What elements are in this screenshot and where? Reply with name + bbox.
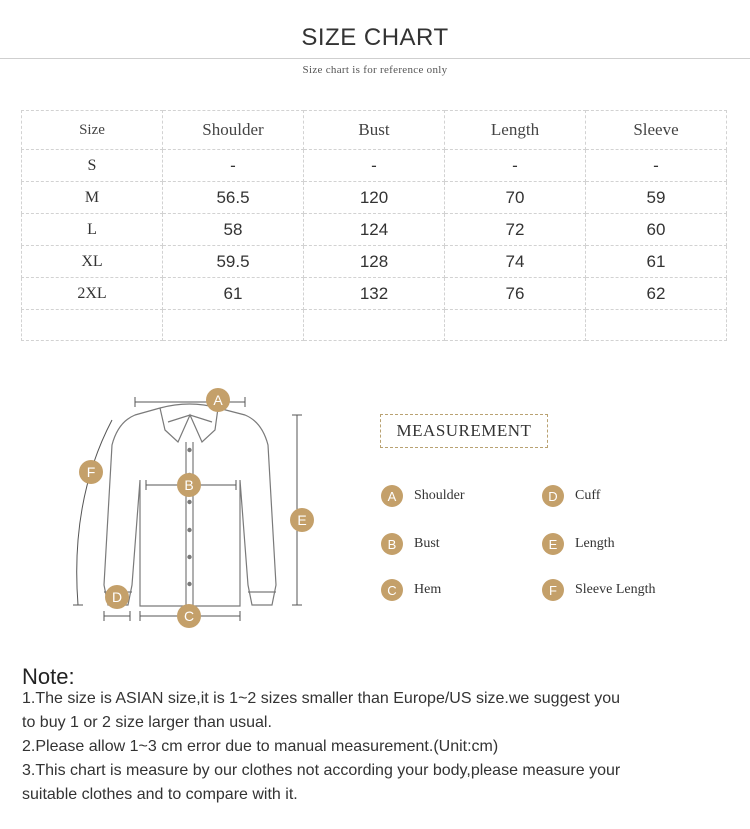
size-table (21, 110, 727, 341)
note-line: suitable clothes and to compare with it. (22, 786, 298, 803)
table-cell: 72 (445, 214, 586, 246)
note-line: 3.This chart is measure by our clothes not according your body,please measure your (22, 762, 621, 779)
table-cell: 59.5 (163, 246, 304, 278)
table-cell: 128 (304, 246, 445, 278)
legend-label: Hem (414, 582, 442, 597)
legend-badge: F (542, 579, 564, 601)
table-cell: 70 (445, 182, 586, 214)
column-header: Size (22, 111, 163, 150)
table-cell (445, 310, 586, 341)
size-cell: L (22, 214, 163, 246)
table-cell: 59 (586, 182, 727, 214)
table-cell: 74 (445, 246, 586, 278)
page-title: SIZE CHART (301, 24, 449, 51)
table-cell: - (304, 150, 445, 182)
legend-badge: C (381, 579, 403, 601)
empty-table-row (22, 310, 727, 341)
badge-d-icon (105, 585, 129, 609)
legend-item-hem (381, 579, 441, 601)
legend-badge: A (381, 485, 403, 507)
table-cell (304, 310, 445, 341)
table-cell (163, 310, 304, 341)
badge-a-icon (206, 388, 230, 412)
badge-f-icon (79, 460, 103, 484)
column-header: Length (445, 111, 586, 150)
measurement-heading: MEASUREMENT (380, 414, 548, 448)
note-line: to buy 1 or 2 size larger than usual. (22, 714, 272, 731)
table-cell: 132 (304, 278, 445, 310)
legend-item-bust (381, 533, 440, 555)
legend-label: Cuff (575, 488, 601, 503)
svg-text:C: C (183, 608, 195, 624)
notes-heading: Note: (22, 664, 75, 689)
legend-badge: B (381, 533, 403, 555)
table-row (22, 150, 727, 182)
svg-text:F: F (86, 464, 96, 480)
badge-e-icon (290, 508, 314, 532)
svg-text:A: A (213, 392, 223, 408)
table-header-row (22, 111, 727, 150)
legend-badge: D (542, 485, 564, 507)
badge-b-icon (177, 473, 201, 497)
column-header: Shoulder (163, 111, 304, 150)
note-line: 1.The size is ASIAN size,it is 1~2 sizes smaller than Europe/US size.we suggest you (22, 690, 621, 707)
title-divider (0, 58, 750, 59)
legend-label: Bust (414, 536, 440, 551)
table-cell: - (445, 150, 586, 182)
shirt-buttons (187, 448, 191, 586)
size-cell: XL (22, 246, 163, 278)
table-cell: 61 (163, 278, 304, 310)
table-row (22, 278, 727, 310)
table-cell: - (163, 150, 304, 182)
legend-label: Length (575, 536, 615, 551)
table-cell: 60 (586, 214, 727, 246)
legend-badge: E (542, 533, 564, 555)
size-cell: M (22, 182, 163, 214)
table-row (22, 246, 727, 278)
shirt-diagram (0, 370, 340, 640)
table-cell: 58 (163, 214, 304, 246)
table-cell: 61 (586, 246, 727, 278)
table-cell: 62 (586, 278, 727, 310)
column-header: Sleeve (586, 111, 727, 150)
size-cell: S (22, 150, 163, 182)
svg-text:B: B (184, 477, 194, 493)
table-cell (586, 310, 727, 341)
measure-lines (73, 397, 302, 621)
page-subtitle: Size chart is for reference only (302, 64, 448, 76)
table-row (22, 182, 727, 214)
shirt-outline (104, 404, 276, 606)
table-cell: 120 (304, 182, 445, 214)
note-line: 2.Please allow 1~3 cm error due to manual measurement.(Unit:cm) (22, 738, 499, 755)
legend-item-length (542, 533, 615, 555)
legend-item-cuff (542, 485, 600, 507)
svg-text:D: D (111, 589, 123, 605)
table-cell: - (586, 150, 727, 182)
diagram-badges (79, 388, 314, 628)
table-row (22, 214, 727, 246)
svg-text:E: E (297, 512, 307, 528)
table-cell: 76 (445, 278, 586, 310)
legend-label: Sleeve Length (575, 582, 656, 597)
badge-c-icon (177, 604, 201, 628)
legend-label: Shoulder (414, 488, 465, 503)
table-cell: 124 (304, 214, 445, 246)
legend-item-shoulder (381, 485, 465, 507)
column-header: Bust (304, 111, 445, 150)
legend-item-sleeve-length (542, 579, 655, 601)
size-cell: 2XL (22, 278, 163, 310)
table-cell (22, 310, 163, 341)
table-cell: 56.5 (163, 182, 304, 214)
